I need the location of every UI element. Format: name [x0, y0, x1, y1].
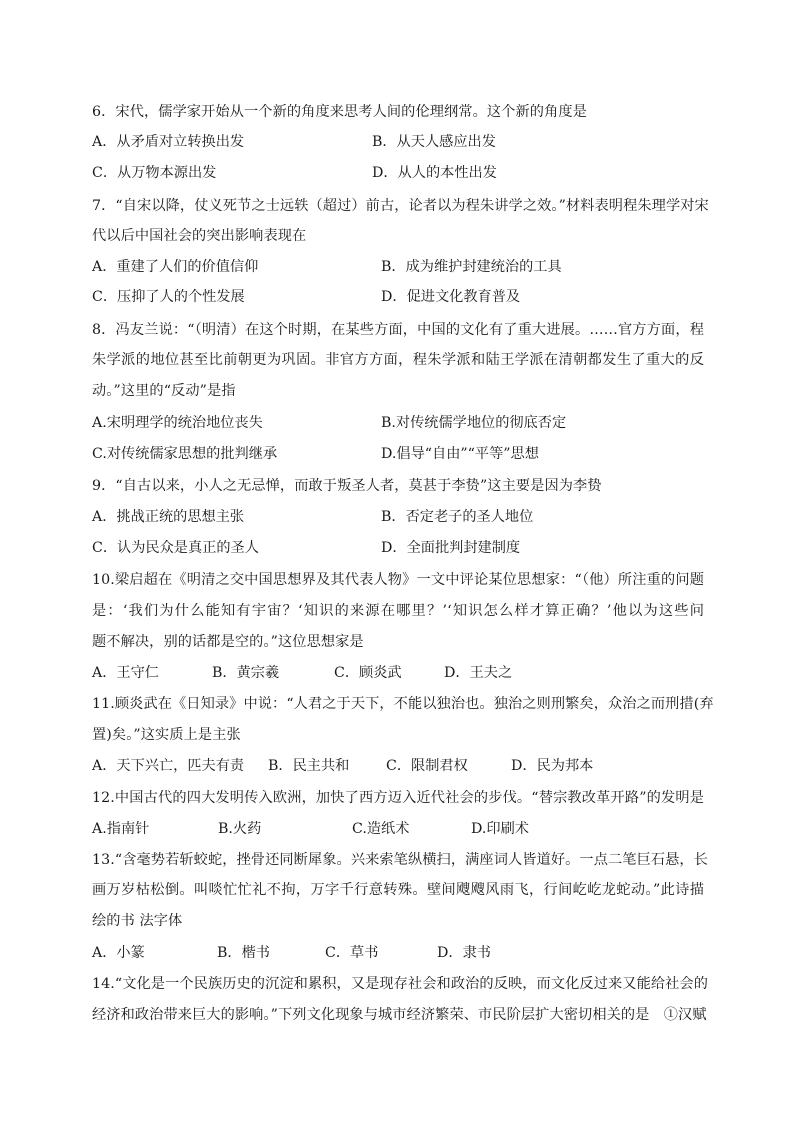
question-7-option-a: A．重建了人们的价值信仰 — [92, 259, 259, 275]
question-13-option-b: B．楷书 — [217, 945, 270, 961]
question-14-stem-line-1: 14.“文化是一个民族历史的沉淀和累积，又是现存社会和政治的反映，而文化反过来又能给社会的 — [92, 976, 709, 992]
question-7-option-b: B．成为维护封建统治的工具 — [381, 259, 562, 275]
question-11-stem-line-2: 置)矣。”这实质上是主张 — [92, 727, 241, 743]
question-8-option-b: B.对传统儒学地位的彻底否定 — [381, 415, 567, 431]
question-8-stem-line-3: 动。”这里的“反动”是指 — [92, 383, 236, 399]
question-8-option-c: C.对传统儒家思想的批判继承 — [92, 446, 278, 462]
question-12-option-d: D.印刷术 — [471, 821, 529, 837]
question-7-option-d: D．促进文化教育普及 — [381, 289, 521, 305]
question-8-option-a: A.宋明理学的统治地位丧失 — [92, 415, 263, 431]
question-13-option-d: D．隶书 — [437, 945, 491, 961]
question-14-stem-line-2: 经济和政治带来巨大的影响。”下列文化现象与城市经济繁荣、市民阶层扩大密切相关的是 ①汉赋 — [92, 1007, 707, 1023]
question-11-option-d: D．民为邦本 — [511, 758, 594, 774]
question-7-stem-line-1: 7．“自宋以降，仗义死节之士远轶（超过）前古，论者以为程朱讲学之效。”材料表明程朱理学对宋 — [92, 198, 709, 214]
question-6-option-b: B．从天人感应出发 — [372, 134, 496, 150]
question-11-option-a: A．天下兴亡，匹夫有责 — [92, 758, 245, 774]
question-10-option-c: C．顾炎武 — [334, 665, 402, 681]
question-10-stem-line-2: 是：‘我们为什么能知有宇宙？‘知识的来源在哪里？’‘知识怎么样才算正确？’他以为这些问 — [92, 603, 704, 619]
question-10-option-b: B．黄宗羲 — [212, 665, 280, 681]
question-13-stem-line-2: 画万岁枯松倒。叫啖忙忙礼不拘，万字千行意转殊。壁间飕飕风雨飞，行间屹屹龙蛇动。”此诗描 — [92, 882, 704, 898]
question-9-stem: 9．“自古以来，小人之无忌惮，而敢于叛圣人者，莫甚于李贽”这主要是因为李贽 — [92, 478, 602, 494]
question-7-stem-line-2: 代以后中国社会的突出影响表现在 — [92, 228, 307, 244]
question-11-option-c: C．限制君权 — [386, 758, 468, 774]
question-8-option-d: D.倡导“自由”“平等”思想 — [381, 446, 539, 462]
question-8-stem-line-1: 8．冯友兰说：“（明清）在这个时期，在某些方面，中国的文化有了重大进展。……官方方面，程 — [92, 322, 704, 338]
question-6-option-d: D．从人的本性出发 — [372, 165, 497, 181]
question-6-option-c: C．从万物本源出发 — [92, 165, 217, 181]
question-9-option-a: A．挑战正统的思想主张 — [92, 509, 245, 525]
question-7-option-c: C．压抑了人的个性发展 — [92, 289, 245, 305]
question-6-stem: 6．宋代，儒学家开始从一个新的角度来思考人间的伦理纲常。这个新的角度是 — [92, 104, 587, 120]
question-9-option-c: C．认为民众是真正的圣人 — [92, 540, 259, 556]
question-12-stem: 12.中国古代的四大发明传入欧洲，加快了西方迈入近代社会的步伐。“替宗教改革开路”的发明是 — [92, 790, 704, 806]
question-9-option-d: D．全面批判封建制度 — [381, 540, 521, 556]
question-13-stem-line-3: 绘的书 法字体 — [92, 913, 183, 929]
question-13-stem-line-1: 13.“含毫势若斩蛟蛇，挫骨还同断犀象。兴来索笔纵横扫，满座词人皆道好。一点二笔巨石悬，长 — [92, 852, 709, 868]
question-9-option-b: B．否定老子的圣人地位 — [381, 509, 534, 525]
question-12-option-a: A.指南针 — [92, 821, 150, 837]
question-11-option-b: B．民主共和 — [268, 758, 350, 774]
question-13-option-c: C．草书 — [325, 945, 379, 961]
question-10-stem-line-3: 题不解决，别的话都是空的。”这位思想家是 — [92, 634, 364, 650]
question-12-option-c: C.造纸术 — [352, 821, 410, 837]
question-6-option-a: A．从矛盾对立转换出发 — [92, 134, 245, 150]
question-13-option-a: A．小篆 — [92, 945, 145, 961]
question-8-stem-line-2: 朱学派的地位甚至比前朝更为巩固。非官方方面，程朱学派和陆王学派在清朝都发生了重大的反 — [92, 352, 704, 368]
question-10-stem-line-1: 10.梁启超在《明清之交中国思想界及其代表人物》一文中评论某位思想家：“（他）所注重的问题 — [92, 572, 704, 588]
question-11-stem-line-1: 11.顾炎武在《日知录》中说：“人君之于天下，不能以独治也。独治之则刑繁矣，众治之而刑措(弃 — [92, 696, 714, 712]
question-10-option-d: D．王夫之 — [444, 665, 513, 681]
question-12-option-b: B.火药 — [218, 821, 262, 837]
question-10-option-a: A．王守仁 — [92, 665, 159, 681]
